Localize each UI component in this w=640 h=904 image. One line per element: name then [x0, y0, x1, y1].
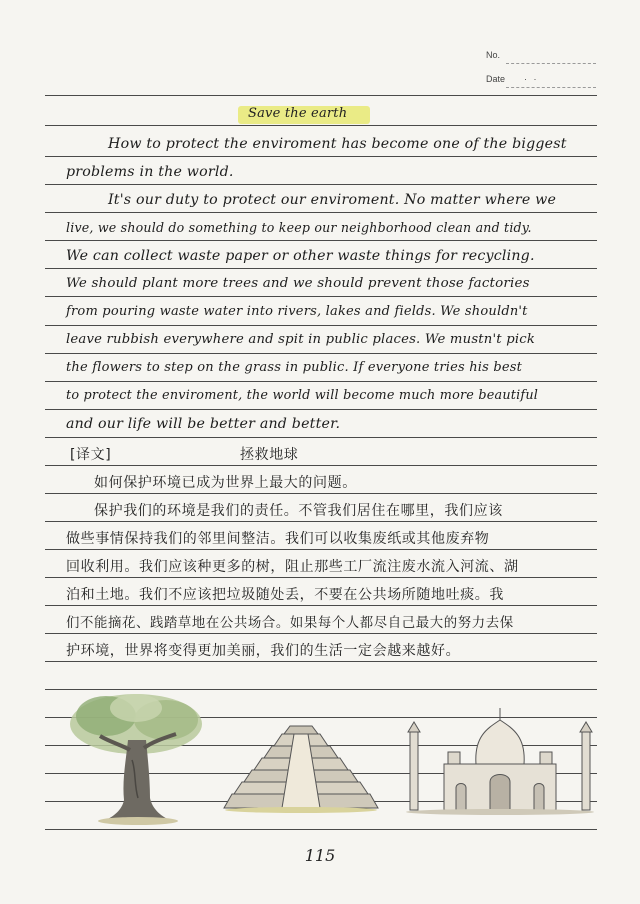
ruled-line: [45, 409, 597, 410]
number-underline: [506, 63, 596, 64]
date-label: Date: [486, 74, 506, 84]
english-line: leave rubbish everywhere and spit in public places. We mustn't pick: [66, 332, 536, 347]
pyramid-illustration: [222, 724, 380, 814]
chinese-line: 回收利用。我们应该种更多的树，阻止那些工厂流注废水流入河流、湖: [66, 559, 519, 575]
english-line: We should plant more trees and we should prevent those factories: [66, 276, 530, 291]
ruled-line: [45, 577, 597, 578]
ruled-line: [45, 521, 597, 522]
ruled-line: [45, 437, 597, 438]
chinese-line: 如何保护环境已成为世界上最大的问题。: [94, 475, 357, 491]
number-label: No.: [486, 50, 501, 60]
english-line: It's our duty to protect our enviroment. No matter where we: [108, 192, 557, 208]
ruled-line: [45, 325, 597, 326]
chinese-line: 护环境，世界将变得更加美丽，我们的生活一定会越来越好。: [66, 643, 461, 659]
chinese-line: 做些事情保持我们的邻里间整洁。我们可以收集废纸或其他废弃物: [66, 531, 490, 547]
ruled-line: [45, 268, 597, 269]
date-dots: · ·: [524, 74, 539, 84]
ruled-line: [45, 240, 597, 241]
english-line: and our life will be better and better.: [66, 416, 341, 432]
english-line: the flowers to step on the grass in public. If everyone tries his best: [66, 360, 523, 375]
ruled-line: [45, 296, 597, 297]
english-line: live, we should do something to keep our neighborhood clean and tidy.: [66, 220, 532, 235]
ruled-line: [45, 465, 597, 466]
chinese-title: 拯救地球: [240, 447, 299, 463]
ruled-line: [45, 633, 597, 634]
english-line: problems in the world.: [66, 164, 234, 180]
english-line: How to protect the enviroment has become one of the biggest: [108, 136, 567, 152]
english-line: We can collect waste paper or other waste things for recycling.: [66, 248, 535, 264]
english-title: Save the earth: [248, 106, 348, 121]
ruled-line: [45, 493, 597, 494]
english-line: to protect the enviroment, the world will become much more beautiful: [66, 388, 539, 403]
page-number: 115: [304, 846, 336, 865]
ruled-line: [45, 353, 597, 354]
ruled-line: [45, 125, 597, 126]
tree-illustration: [66, 690, 206, 826]
chinese-line: 保护我们的环境是我们的责任。不管我们居住在哪里，我们应该: [94, 503, 503, 519]
palace-illustration: [404, 706, 596, 816]
ruled-line: [45, 605, 597, 606]
ruled-line: [45, 381, 597, 382]
chinese-line: 们不能摘花、践踏草地在公共场合。如果每个人都尽自己最大的努力去保: [66, 616, 514, 631]
date-underline: [506, 87, 596, 88]
ruled-line: [45, 212, 597, 213]
translation-label: [译文]: [70, 447, 112, 463]
ruled-line: [45, 156, 597, 157]
ruled-line: [45, 184, 597, 185]
ruled-line: [45, 549, 597, 550]
ruled-line: [45, 95, 597, 96]
ruled-line: [45, 829, 597, 830]
chinese-line: 泊和土地。我们不应该把垃圾随处丢，不要在公共场所随地吐痰。我: [66, 587, 504, 603]
ruled-line: [45, 661, 597, 662]
english-line: from pouring waste water into rivers, lakes and fields. We shouldn't: [66, 304, 528, 319]
